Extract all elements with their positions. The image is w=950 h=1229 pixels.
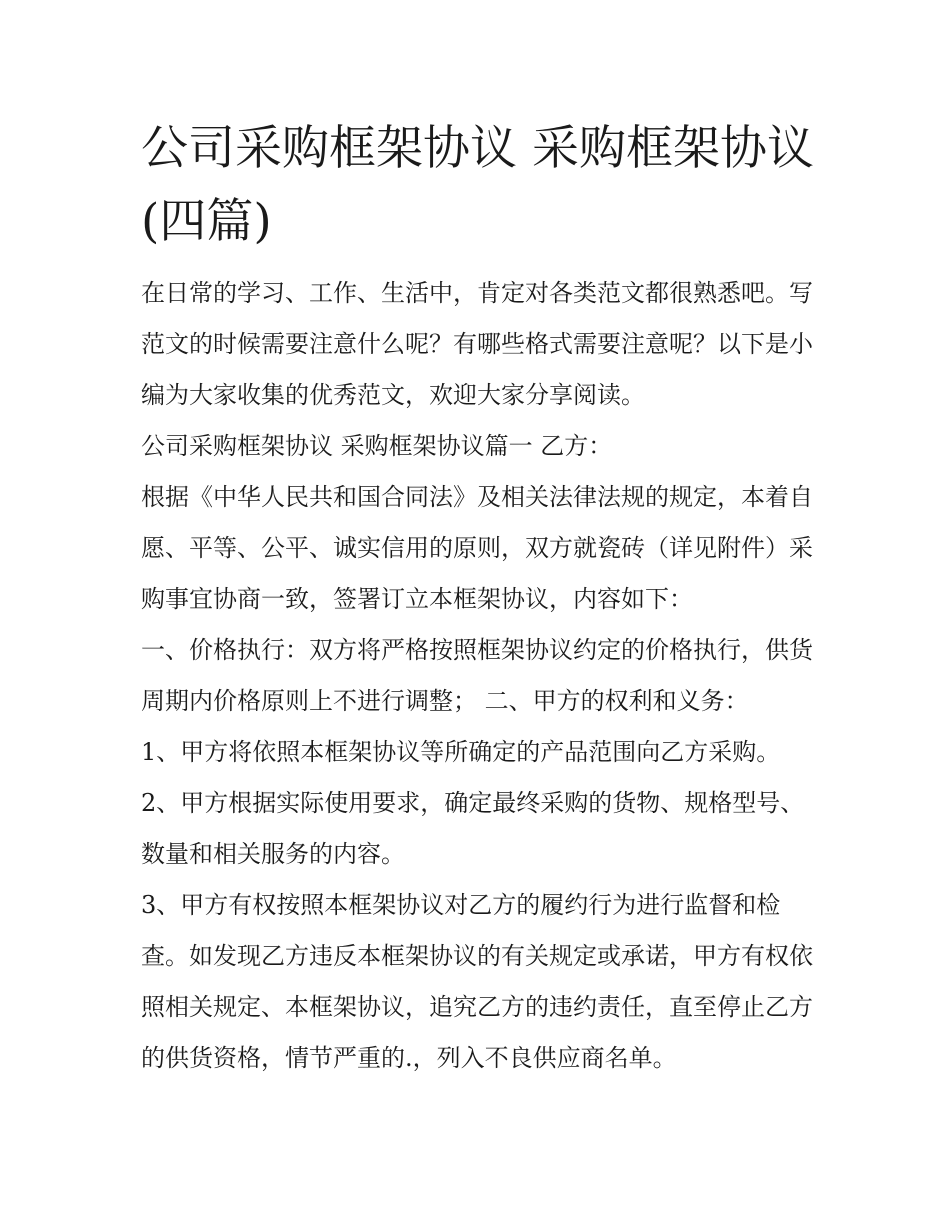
preamble-paragraph: 根据《中华人民共和国合同法》及相关法律法规的规定，本着自愿、平等、公平、诚实信用的原则，双方就瓷砖（详见附件）采购事宜协商一致，签署订立本框架协议，内容如下： [141, 483, 813, 613]
document-page [141, 112, 816, 1084]
intro-paragraph: 在日常的学习、工作、生活中，肯定对各类范文都很熟悉吧。写范文的时候需要注意什么呢？有哪些格式需要注意呢？以下是小编为大家收集的优秀范文，欢迎大家分享阅读。 [141, 279, 813, 409]
clause-3: 3、甲方有权按照本框架协议对乙方的履约行为进行监督和检查。如发现乙方违反本框架协议的有关规定或承诺，甲方有权依照相关规定、本框架协议，追究乙方的违约责任，直至停止乙方的供货资格，情节严重的.，列入不良供应商名单。 [141, 891, 813, 1072]
clause-2: 2、甲方根据实际使用要求，确定最终采购的货物、规格型号、数量和相关服务的内容。 [141, 789, 805, 868]
clause-price: 一、价格执行：双方将严格按照框架协议约定的价格执行，供货周期内价格原则上不进行调整； 二、甲方的权利和义务： [141, 636, 813, 715]
clause-1: 1、甲方将依照本框架协议等所确定的产品范围向乙方采购。 [141, 738, 781, 766]
document-title: 公司采购框架协议 采购框架协议(四篇) [141, 121, 814, 249]
section-heading: 公司采购框架协议 采购框架协议篇一 乙方： [141, 432, 613, 460]
